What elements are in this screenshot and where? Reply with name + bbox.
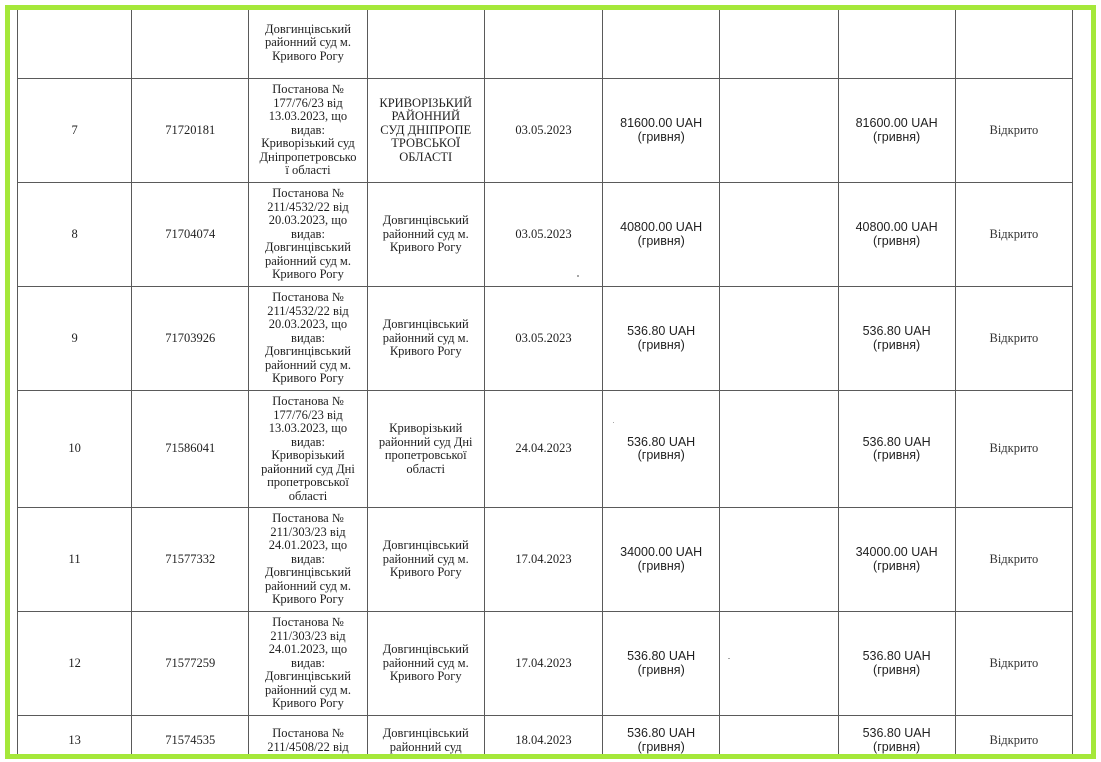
issuer-line: Довгинцівський xyxy=(382,538,469,553)
sum-remaining-line: 81600.00 UAH xyxy=(855,116,938,130)
sum-line: (гривня) xyxy=(637,558,685,573)
sum-cell xyxy=(603,8,720,79)
issuer-line: Кривого Рогу xyxy=(389,240,462,255)
row-number-cell: 12 xyxy=(18,612,132,716)
issuer-line: СУД ДНІПРОПЕ xyxy=(380,122,472,137)
document-line: Постанова № xyxy=(272,394,344,408)
status-cell: Відкрито xyxy=(955,183,1072,287)
opened-date-cell: 17.04.2023 xyxy=(484,612,602,716)
sum-remaining-cell xyxy=(838,79,955,183)
proceeding-number-cell: 71577259 xyxy=(132,612,249,716)
document-line: Постанова № xyxy=(272,511,344,526)
status-cell: Відкрито xyxy=(955,391,1072,508)
sum-remaining-line: (гривня) xyxy=(873,129,921,144)
table-body xyxy=(18,8,1073,760)
document-cell xyxy=(249,391,367,508)
document-line: районний суд м. xyxy=(264,357,351,372)
document-line: районний суд Дні xyxy=(261,461,355,476)
document-line: Довгинцівський xyxy=(265,565,351,580)
status-cell xyxy=(955,8,1072,79)
document-line: Довгинцівський xyxy=(265,240,351,255)
document-line: Постанова № xyxy=(272,82,344,97)
sum-line: (гривня) xyxy=(637,448,685,462)
issuer-cell xyxy=(367,79,484,183)
document-line: Кривого Рогу xyxy=(272,48,344,63)
proceeding-number-cell: 71704074 xyxy=(132,183,249,287)
document-cell xyxy=(249,612,367,716)
sum-cell xyxy=(603,183,720,287)
issuer-line: ОБЛАСТІ xyxy=(399,149,453,164)
scan-speck xyxy=(577,275,579,277)
document-cell xyxy=(249,716,367,760)
empty-cell xyxy=(720,183,838,287)
document-line: районний суд м. xyxy=(264,682,351,697)
document-line: 211/303/23 від xyxy=(270,524,346,539)
issuer-line: Криворізький xyxy=(389,421,463,435)
document-line: 13.03.2023, що xyxy=(268,421,348,435)
issuer-line: пропетровської xyxy=(384,448,467,462)
issuer-line: районний суд м. xyxy=(382,551,469,566)
document-line: видав: xyxy=(291,226,325,241)
document-line: 20.03.2023, що xyxy=(268,213,348,228)
issuer-line: Довгинцівський xyxy=(382,213,469,228)
empty-cell xyxy=(720,391,838,508)
issuer-line: області xyxy=(406,461,445,476)
issuer-line: Довгинцівський xyxy=(382,642,469,657)
row-number-cell: 11 xyxy=(18,508,132,612)
document-line: пропетровської xyxy=(267,475,349,489)
document-line: 20.03.2023, що xyxy=(268,317,348,332)
opened-date-cell: 18.04.2023 xyxy=(484,716,602,760)
sum-remaining-cell xyxy=(838,612,955,716)
sum-cell xyxy=(603,287,720,391)
document-line: Довгинцівський xyxy=(265,344,351,359)
proceeding-number-cell xyxy=(132,8,249,79)
sum-remaining-cell xyxy=(838,508,955,612)
issuer-line: КРИВОРІЗЬКИЙ xyxy=(379,95,473,110)
sum-cell xyxy=(603,716,720,760)
issuer-cell xyxy=(367,508,484,612)
scan-speck xyxy=(613,422,614,423)
sum-remaining-line: (гривня) xyxy=(873,739,921,754)
row-number-cell: 13 xyxy=(18,716,132,760)
proceeding-number-cell: 71586041 xyxy=(132,391,249,508)
document-line: Постанова № xyxy=(272,615,344,630)
document-line: 211/303/23 від xyxy=(270,628,346,643)
issuer-line: районний суд м. xyxy=(382,655,469,670)
sum-remaining-line: (гривня) xyxy=(873,448,921,462)
opened-date-cell xyxy=(484,8,602,79)
status-cell: Відкрито xyxy=(955,508,1072,612)
sum-line: 536.80 UAH xyxy=(627,324,696,338)
document-line: Кривого Рогу xyxy=(272,696,344,711)
document-line: видав: xyxy=(291,330,325,345)
issuer-cell xyxy=(367,183,484,287)
enforcement-proceedings-table xyxy=(17,7,1073,759)
document-line: 211/4532/22 від xyxy=(267,303,349,318)
issuer-line: РАЙОННИЙ xyxy=(391,109,460,124)
document-line: області xyxy=(288,488,328,503)
row-number-cell: 7 xyxy=(18,79,132,183)
document-cell xyxy=(249,287,367,391)
sum-remaining-line: 536.80 UAH xyxy=(862,649,931,663)
opened-date-cell: 03.05.2023 xyxy=(484,183,602,287)
document-line: Криворізький суд xyxy=(261,136,355,151)
issuer-cell xyxy=(367,716,484,760)
sum-remaining-line: 34000.00 UAH xyxy=(855,545,938,559)
issuer-cell xyxy=(367,612,484,716)
issuer-cell xyxy=(367,391,484,508)
sum-line: (гривня) xyxy=(637,233,685,248)
proceeding-number-cell: 71703926 xyxy=(132,287,249,391)
document-line: 177/76/23 від xyxy=(273,95,343,110)
sum-remaining-line: 40800.00 UAH xyxy=(855,220,938,234)
sum-line: 81600.00 UAH xyxy=(620,116,703,130)
opened-date-cell: 17.04.2023 xyxy=(484,508,602,612)
document-line: Криворізький xyxy=(271,448,345,462)
issuer-line: районний суд м. xyxy=(382,226,469,241)
sum-cell xyxy=(603,612,720,716)
issuer-line: районний суд м. xyxy=(382,330,469,345)
status-cell: Відкрито xyxy=(955,716,1072,760)
empty-cell xyxy=(720,716,838,760)
document-line: Довгинцівський xyxy=(265,669,351,684)
proceeding-number-cell: 71574535 xyxy=(132,716,249,760)
sum-remaining-cell xyxy=(838,716,955,760)
sum-line: 536.80 UAH xyxy=(627,726,696,740)
table-row xyxy=(18,183,1073,287)
row-number-cell: 8 xyxy=(18,183,132,287)
sum-remaining-cell xyxy=(838,391,955,508)
empty-cell xyxy=(720,612,838,716)
row-number-cell xyxy=(18,8,132,79)
document-cell xyxy=(249,183,367,287)
issuer-cell xyxy=(367,8,484,79)
issuer-line: Кривого Рогу xyxy=(389,565,462,580)
table-row xyxy=(18,8,1073,79)
document-line: Постанова № xyxy=(272,290,344,305)
document-line: Дніпропетровсько xyxy=(259,149,357,164)
sum-remaining-line: (гривня) xyxy=(873,337,921,352)
sum-remaining-line: (гривня) xyxy=(873,558,921,573)
issuer-line: Кривого Рогу xyxy=(389,669,462,684)
sum-remaining-line: 536.80 UAH xyxy=(862,434,931,449)
status-cell: Відкрито xyxy=(955,79,1072,183)
issuer-line: Довгинцівський xyxy=(382,726,469,740)
sum-remaining-line: (гривня) xyxy=(873,662,921,677)
scan-speck xyxy=(728,658,730,659)
issuer-line: районний суд xyxy=(389,739,462,754)
sum-line: 536.80 UAH xyxy=(627,434,696,449)
document-line: 13.03.2023, що xyxy=(268,109,348,124)
sum-remaining-cell xyxy=(838,183,955,287)
document-line: Кривого Рогу xyxy=(272,592,344,607)
sum-line: (гривня) xyxy=(637,337,685,352)
document-line: видав: xyxy=(291,434,325,449)
document-line: Постанова № xyxy=(272,186,344,201)
document-line: 24.01.2023, що xyxy=(268,642,348,657)
issuer-line: ТРОВСЬКОЇ xyxy=(391,136,461,151)
status-cell: Відкрито xyxy=(955,287,1072,391)
document-line: районний суд м. xyxy=(264,35,351,50)
sum-line: (гривня) xyxy=(637,129,685,144)
document-line: Постанова № xyxy=(272,726,344,740)
document-line: районний суд м. xyxy=(264,578,351,593)
empty-cell xyxy=(720,508,838,612)
empty-cell xyxy=(720,287,838,391)
table-row xyxy=(18,612,1073,716)
document-cell xyxy=(249,8,367,79)
row-number-cell: 9 xyxy=(18,287,132,391)
opened-date-cell: 24.04.2023 xyxy=(484,391,602,508)
document-line: 24.01.2023, що xyxy=(268,538,348,553)
sum-remaining-line: (гривня) xyxy=(873,233,921,248)
sum-cell xyxy=(603,508,720,612)
issuer-line: Довгинцівський xyxy=(382,317,469,332)
document-line: Кривого Рогу xyxy=(272,267,344,282)
sum-cell xyxy=(603,391,720,508)
document-cell xyxy=(249,79,367,183)
document-line: Кривого Рогу xyxy=(272,371,344,386)
document-line: видав: xyxy=(291,655,325,670)
proceeding-number-cell: 71720181 xyxy=(132,79,249,183)
issuer-line: районний суд Дні xyxy=(378,434,473,449)
sum-line: 34000.00 UAH xyxy=(620,545,703,559)
issuer-line: Кривого Рогу xyxy=(389,344,462,359)
sum-remaining-line: 536.80 UAH xyxy=(862,324,931,338)
opened-date-cell: 03.05.2023 xyxy=(484,79,602,183)
sum-remaining-cell xyxy=(838,8,955,79)
sum-line: 536.80 UAH xyxy=(627,649,696,663)
status-cell: Відкрито xyxy=(955,612,1072,716)
proceeding-number-cell: 71577332 xyxy=(132,508,249,612)
sum-line: (гривня) xyxy=(637,739,685,754)
opened-date-cell: 03.05.2023 xyxy=(484,287,602,391)
sum-cell xyxy=(603,79,720,183)
document-line: Довгинцівський xyxy=(265,21,351,36)
sum-line: 40800.00 UAH xyxy=(620,220,703,234)
row-number-cell: 10 xyxy=(18,391,132,508)
sum-line: (гривня) xyxy=(637,662,685,677)
sum-remaining-line: 536.80 UAH xyxy=(862,726,931,740)
table-row xyxy=(18,391,1073,508)
table-row xyxy=(18,287,1073,391)
table-row xyxy=(18,508,1073,612)
document-line: видав: xyxy=(291,551,325,566)
document-line: 211/4532/22 від xyxy=(267,199,349,214)
issuer-cell xyxy=(367,287,484,391)
table-row xyxy=(18,79,1073,183)
document-line: 177/76/23 від xyxy=(273,407,343,422)
document-cell xyxy=(249,508,367,612)
document-line: 211/4508/22 від xyxy=(267,739,349,754)
document-line: видав: xyxy=(291,122,325,137)
sum-remaining-cell xyxy=(838,287,955,391)
document-line: ї області xyxy=(285,163,331,178)
empty-cell xyxy=(720,79,838,183)
scanned-document-frame xyxy=(5,5,1096,759)
table-row xyxy=(18,716,1073,760)
empty-cell xyxy=(720,8,838,79)
document-line: районний суд м. xyxy=(264,253,351,268)
